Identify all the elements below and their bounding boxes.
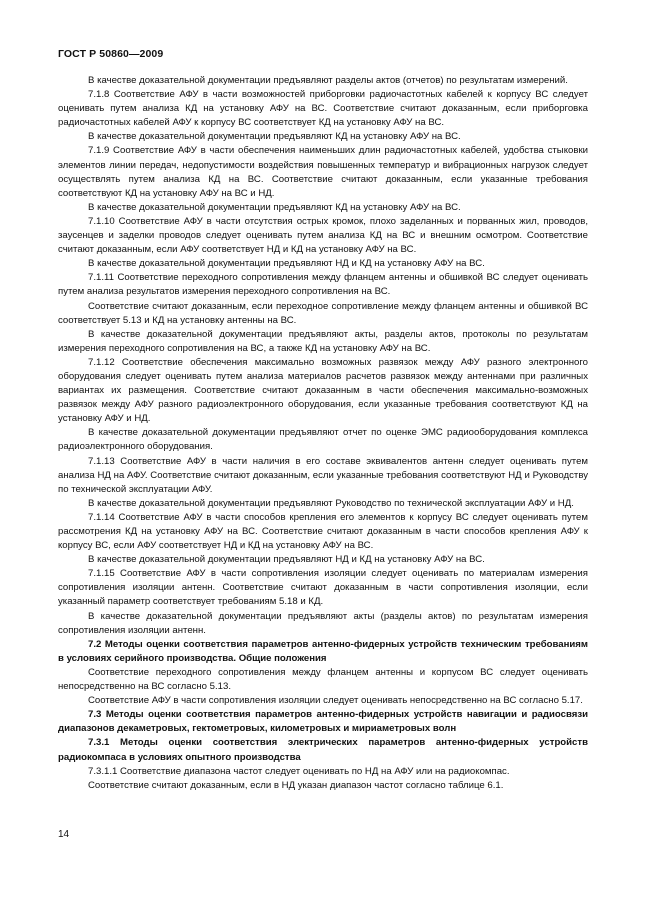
subsection-heading: 7.3.1 Методы оценки соответствия электрических параметров антенно-фидерных устройств радиокомпаса в условиях опытного производства (58, 737, 588, 763)
paragraph: 7.1.9 Соответствие АФУ в части обеспечения наименьших длин радиочастотных кабелей, удобства стыковки элементов линии передач, недопустимости воздействия повышенных температур и вибрационных нагрузок следует осуществлять путем анализа КД на ВС. Соответствие считают доказанным, если указанные требования соответствуют КД на установку АФУ на ВС и НД. (58, 145, 588, 199)
document-header: ГОСТ Р 50860—2009 (58, 48, 164, 60)
paragraph: В качестве доказательной документации предъявляют акты, разделы актов, протоколы по результатам измерения переходного сопротивления на ВС, а также КД на установку АФУ на ВС. (58, 328, 588, 354)
paragraph: В качестве доказательной документации предъявляют НД и КД на установку АФУ на ВС. (88, 554, 485, 566)
paragraph: В качестве доказательной документации предъявляют разделы актов (отчетов) по результатам измерений. (88, 75, 568, 86)
paragraph: 7.1.11 Соответствие переходного сопротивления между фланцем антенны и обшивкой ВС следует оценивать путем анализа результатов измерения переходного сопротивления на ВС. (58, 272, 588, 298)
paragraph: 7.1.10 Соответствие АФУ в части отсутствия острых кромок, плохо заделанных и порванных жил, проводов, заусенцев и заделки проводов следует оценивать путем анализа КД на ВС и внешним осмотром. Соответствие считают доказанным, если АФУ соответствует НД и КД на установку АФУ на ВС. (58, 215, 588, 256)
paragraph: Соответствие АФУ в части сопротивления изоляции следует оценивать непосредственно на ВС согласно 5.17. (88, 695, 583, 707)
paragraph: 7.3.1.1 Соответствие диапазона частот следует оценивать по НД на АФУ или на радиокомпас. (88, 765, 510, 777)
paragraph: 7.1.12 Соответствие обеспечения максимально возможных развязок между АФУ разного электронного оборудования следует оценивать путем анализа материалов расчетов развязок между антеннами при различных вариантах их размещения. Соответствие считают доказанным в части обеспечения максимально-возможных развязок между АФУ разного радиоэлектронного оборудования, если указанные требования соответствуют КД на установку АФУ и НД. (58, 356, 588, 425)
paragraph: 7.1.13 Соответствие АФУ в части наличия в его составе эквивалентов антенн следует оценивать путем анализа НД на АФУ. Соответствие считают доказанным, если указанные требования соответствуют НД и Руководству по технической эксплуатации АФУ. (58, 455, 588, 495)
paragraph: 7.1.8 Соответствие АФУ в части возможностей приборговки радиочастотных кабелей к корпусу ВС следует оценивать путем анализа КД на установку АФУ на ВС. Соответствие считают доказанным, если приборговка радиочастотных кабелей АФУ к корпусу ВС соответствует КД на установку АФУ на ВС. (58, 89, 588, 129)
page-number: 14 (58, 829, 70, 840)
paragraph: В качестве доказательной документации предъявляют КД на установку АФУ на ВС. (88, 131, 461, 143)
paragraph: В качестве доказательной документации предъявляют отчет по оценке ЭМС радиооборудования комплекса радиоэлектронного оборудования. (58, 427, 588, 453)
document-body (58, 74, 588, 793)
section-heading: 7.2 Методы оценки соответствия параметров антенно-фидерных устройств техническим требованиям в условиях серийного производства. Общие положения (58, 638, 588, 664)
paragraph: Соответствие переходного сопротивления между фланцем антенны и корпусом ВС следует оценивать непосредственно на ВС согласно 5.13. (58, 666, 588, 693)
section-heading: 7.3 Методы оценки соответствия параметров антенно-фидерных устройств навигации и радиосвязи диапазонов декаметровых, гектометровых, километровых и мириаметровых волн (58, 709, 588, 735)
paragraph: 7.1.14 Соответствие АФУ в части способов крепления его элементов к корпусу ВС следует оценивать путем рассмотрения КД на установку АФУ на ВС. Соответствие считают доказанным в части способов крепления АФУ к корпусу ВС, если АФУ соответствует НД и КД на установку АФУ на ВС. (58, 511, 588, 552)
paragraph: В качестве доказательной документации предъявляют акты (разделы актов) по результатам измерения сопротивления изоляции антенн. (58, 610, 588, 636)
paragraph: В качестве доказательной документации предъявляют КД на установку АФУ на ВС. (88, 201, 461, 213)
paragraph: Соответствие считают доказанным, если переходное сопротивление между фланцем антенны и обшивкой ВС соответствует 5.13 и КД на установку антенны на ВС. (58, 300, 588, 326)
paragraph: Соответствие считают доказанным, если в НД указан диапазон частот согласно таблице 6.1. (88, 779, 504, 791)
paragraph: В качестве доказательной документации предъявляют НД и КД на установку АФУ на ВС. (88, 258, 485, 270)
paragraph: 7.1.15 Соответствие АФУ в части сопротивления изоляции следует оценивать по материалам измерения сопротивления изоляции антенн. Соответствие считают доказанным в части сопротивления изоляции, если указанный параметр соответствует требованиям 5.18 и КД. (58, 568, 588, 608)
paragraph: В качестве доказательной документации предъявляют Руководство по технической эксплуатации АФУ и НД. (88, 497, 574, 509)
